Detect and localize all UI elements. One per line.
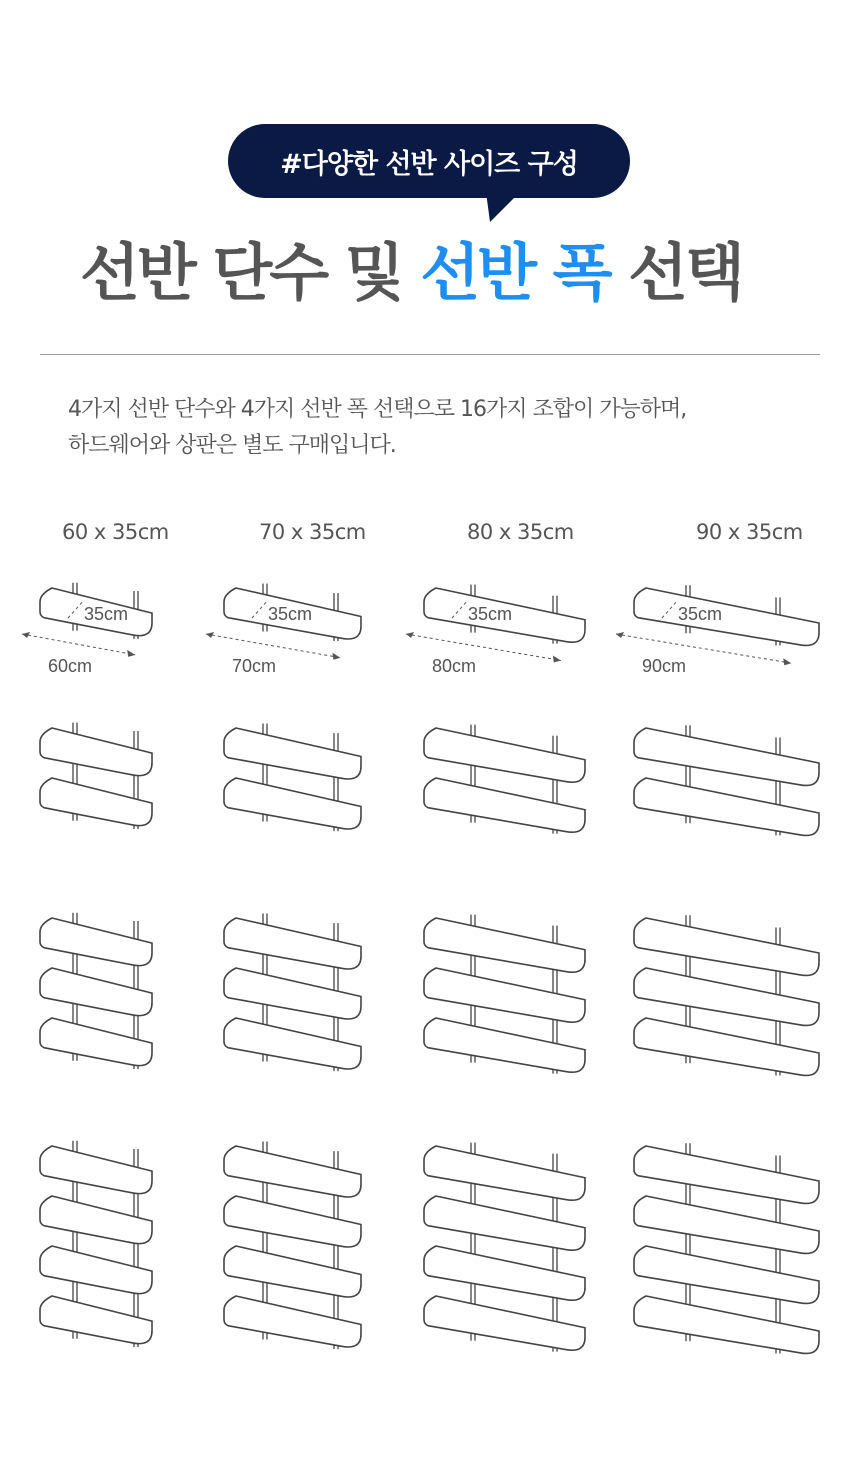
width-label: 70cm <box>232 656 277 676</box>
shelf-board <box>224 968 361 1019</box>
size-label-70: 70 x 35cm <box>259 520 366 544</box>
shelf-unit-90cm-2-tier <box>634 725 819 835</box>
title-part-1: 선반 단수 및 <box>80 236 421 309</box>
width-label: 80cm <box>432 656 477 676</box>
shelf-board <box>424 1196 585 1250</box>
shelf-board <box>40 1018 152 1066</box>
size-label-60: 60 x 35cm <box>62 520 169 544</box>
shelf-board <box>40 778 152 826</box>
shelf-board <box>424 968 585 1022</box>
shelf-board <box>424 778 585 832</box>
shelf-board <box>634 968 819 1025</box>
shelf-unit-80cm-2-tier <box>424 725 585 834</box>
shelf-board <box>424 918 585 972</box>
hashtag-badge-text: #다양한 선반 사이즈 구성 <box>280 148 578 180</box>
shelf-board <box>634 778 819 835</box>
shelf-board <box>424 1296 585 1350</box>
arrow-right-icon <box>127 650 135 657</box>
shelf-unit-60cm-2-tier <box>40 723 152 829</box>
shelf-board <box>224 1018 361 1069</box>
width-dimension-line <box>406 634 561 660</box>
description-line-1: 4가지 선반 단수와 4가지 선반 폭 선택으로 16가지 조합이 가능하며, <box>68 397 687 422</box>
shelf-unit-80cm-1-tier <box>406 585 585 676</box>
shelf-board <box>634 1246 819 1303</box>
width-label: 60cm <box>48 656 93 676</box>
size-label-80: 80 x 35cm <box>467 520 574 544</box>
shelf-board <box>224 1246 361 1297</box>
shelf-board <box>224 918 361 969</box>
shelf-board <box>424 1246 585 1300</box>
shelf-unit-60cm-3-tier <box>40 913 152 1069</box>
shelf-unit-60cm-1-tier <box>22 583 152 676</box>
shelf-board <box>40 1146 152 1194</box>
shelf-board <box>634 728 819 785</box>
shelf-board <box>634 1196 819 1253</box>
shelf-board <box>40 1296 152 1344</box>
shelf-unit-70cm-3-tier <box>224 914 361 1072</box>
shelf-board <box>634 918 819 975</box>
shelf-unit-90cm-4-tier <box>634 1143 819 1353</box>
shelf-board <box>634 1296 819 1353</box>
depth-label: 35cm <box>468 604 513 624</box>
shelf-unit-80cm-4-tier <box>424 1143 585 1352</box>
shelf-unit-90cm-3-tier <box>634 915 819 1075</box>
shelf-board <box>40 968 152 1016</box>
shelf-board <box>40 1196 152 1244</box>
shelf-board <box>224 1296 361 1347</box>
arrow-right-icon <box>783 658 791 665</box>
shelf-unit-70cm-2-tier <box>224 724 361 832</box>
size-label-90: 90 x 35cm <box>696 520 803 544</box>
shelf-unit-80cm-3-tier <box>424 915 585 1074</box>
title-part-2: 선택 <box>609 236 742 309</box>
arrow-right-icon <box>332 653 340 660</box>
shelf-board <box>634 1018 819 1075</box>
shelf-board <box>634 588 819 645</box>
shelf-board <box>634 1146 819 1203</box>
shelf-unit-90cm-1-tier <box>616 585 819 676</box>
shelf-board <box>424 728 585 782</box>
shelf-unit-70cm-4-tier <box>224 1142 361 1350</box>
depth-label: 35cm <box>268 604 313 624</box>
depth-label: 35cm <box>678 604 723 624</box>
shelf-board <box>224 1196 361 1247</box>
arrow-right-icon <box>553 655 561 662</box>
shelf-board <box>424 1018 585 1072</box>
width-dimension-line <box>22 634 135 655</box>
shelf-board <box>224 1146 361 1197</box>
width-label: 90cm <box>642 656 687 676</box>
shelf-board <box>224 728 361 779</box>
shelf-unit-70cm-1-tier <box>206 584 361 676</box>
title-accent: 선반 폭 <box>420 236 610 309</box>
shelf-board <box>424 1146 585 1200</box>
shelf-board <box>40 918 152 966</box>
width-dimension-line <box>206 634 340 658</box>
shelf-board <box>40 1246 152 1294</box>
description-line-2: 하드웨어와 상판은 별도 구매입니다. <box>68 433 396 458</box>
shelf-board <box>40 728 152 776</box>
shelf-board <box>224 778 361 829</box>
depth-label: 35cm <box>84 604 129 624</box>
shelf-unit-60cm-4-tier <box>40 1141 152 1347</box>
